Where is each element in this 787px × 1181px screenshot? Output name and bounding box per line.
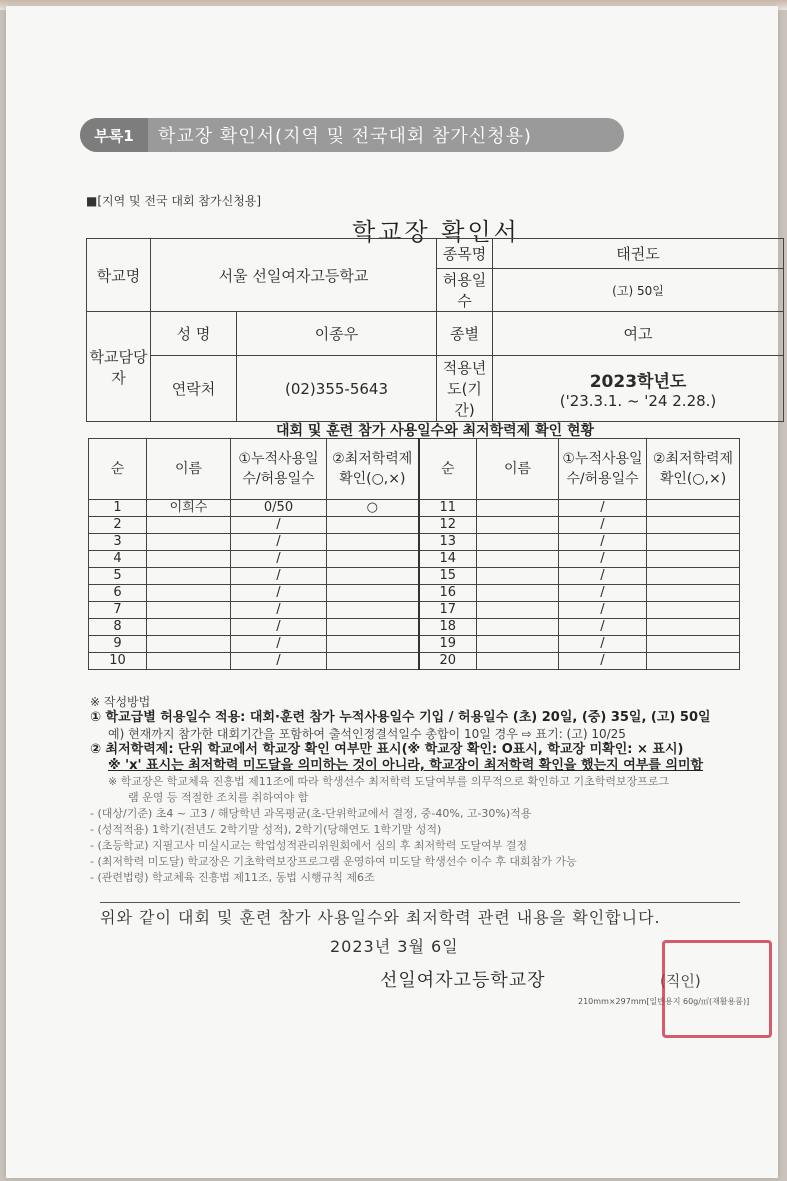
row-no: 2: [89, 517, 147, 534]
row-name: [477, 500, 559, 517]
table-row: [89, 517, 740, 534]
row-no: 4: [89, 551, 147, 568]
header-no: 순: [89, 439, 147, 500]
row-no: 20: [419, 653, 477, 670]
row-check: [327, 568, 419, 585]
table-row: [89, 500, 740, 517]
row-check: [647, 568, 740, 585]
row-check: ○: [327, 500, 419, 517]
row-check: [327, 653, 419, 670]
appendix-tag: 부록1: [80, 118, 148, 152]
row-no: 9: [89, 636, 147, 653]
row-name: [477, 551, 559, 568]
row-no: 1: [89, 500, 147, 517]
row-no: 19: [419, 636, 477, 653]
row-name: [147, 636, 231, 653]
notes-heading: ※ 작성방법: [90, 695, 151, 709]
row-check: [327, 534, 419, 551]
school-name: 서울 선일여자고등학교: [151, 239, 437, 312]
period-label: 적용년도(기간): [437, 356, 493, 422]
note-5: - (대상/기준) 초4 ~ 고3 / 해당학년 과목평균(초-단위학교에서 결정, 중-40%, 고-30%)적용: [90, 807, 532, 820]
row-no: 5: [89, 568, 147, 585]
note-3: ※ 'x' 표시는 최저학력 미도달을 의미하는 것이 아니라, 학교장이 최저학력 확인을 했는지 여부를 의미함: [108, 758, 704, 773]
note-9: - (관련법령) 학교체육 진흥법 제11조, 동법 시행규칙 제6조: [90, 871, 375, 884]
school-info-table: [86, 238, 784, 422]
row-name: [147, 602, 231, 619]
school-label: 학교명: [87, 239, 151, 312]
row-no: 16: [419, 585, 477, 602]
header-check: ②최저학력제확인(○,×): [327, 439, 419, 500]
school-year: 2023학년도: [589, 372, 687, 392]
allowed-days-value: (고) 50일: [493, 269, 784, 312]
contact-value: (02)355-5643: [237, 356, 437, 422]
category-value: 여고: [493, 312, 784, 356]
row-name: [477, 534, 559, 551]
table-row: [89, 636, 740, 653]
header-days: ①누적사용일수/허용일수: [559, 439, 647, 500]
period-cell: [493, 356, 784, 422]
row-name: [477, 568, 559, 585]
row-check: [647, 517, 740, 534]
row-check: [647, 585, 740, 602]
note-2: ② 최저학력제: 단위 학교에서 학교장 확인 여부만 표시(※ 학교장 확인: O표시, 학교장 미확인: × 표시): [90, 742, 684, 757]
row-no: 3: [89, 534, 147, 551]
row-name: [477, 636, 559, 653]
row-days: /: [559, 517, 647, 534]
row-days: /: [231, 534, 327, 551]
note-8: - (최저학력 미도달) 학교장은 기초학력보장프로그램 운영하여 미도달 학생선수 이수 후 대회참가 가능: [90, 855, 577, 868]
note-1: ① 학교급별 허용일수 적용: 대회·훈련 참가 누적사용일수 기입 / 허용일수 (초) 20일, (중) 35일, (고) 50일: [90, 710, 711, 725]
row-no: 10: [89, 653, 147, 670]
row-name: [147, 551, 231, 568]
row-name: [147, 534, 231, 551]
name-label: 성 명: [151, 312, 237, 356]
header-name: 이름: [477, 439, 559, 500]
table-row: [89, 568, 740, 585]
table-row: [89, 602, 740, 619]
contact-label: 연락처: [151, 356, 237, 422]
confirmation-text: 위와 같이 대회 및 훈련 참가 사용일수와 최저학력 관련 내용을 확인합니다.: [100, 902, 740, 928]
period-range: ('23.3.1. ~ '24 2.28.): [559, 392, 717, 410]
section-title: 대회 및 훈련 참가 사용일수와 최저학력제 확인 현황: [275, 423, 595, 439]
seal-placeholder: (직인): [660, 972, 701, 990]
row-check: [327, 517, 419, 534]
row-days: /: [231, 653, 327, 670]
row-no: 8: [89, 619, 147, 636]
row-days: /: [231, 517, 327, 534]
row-days: /: [559, 619, 647, 636]
header-days: ①누적사용일수/허용일수: [231, 439, 327, 500]
row-check: [327, 551, 419, 568]
row-days: /: [231, 585, 327, 602]
header-no: 순: [419, 439, 477, 500]
row-check: [647, 551, 740, 568]
row-no: 6: [89, 585, 147, 602]
row-check: [647, 636, 740, 653]
row-no: 17: [419, 602, 477, 619]
school-seal: [662, 940, 772, 1038]
row-check: [327, 585, 419, 602]
row-check: [647, 653, 740, 670]
note-7: - (초등학교) 지필고사 미실시교는 학업성적관리위원회에서 심의 후 최저학력 도달여부 결정: [90, 839, 528, 852]
row-name: [147, 568, 231, 585]
row-days: /: [559, 585, 647, 602]
row-no: 13: [419, 534, 477, 551]
form-subtitle: ■[지역 및 전국 대회 참가신청용]: [86, 194, 262, 208]
appendix-title: 학교장 확인서(지역 및 전국대회 참가신청용): [158, 126, 532, 147]
principal-name: 선일여자고등학교장: [380, 970, 546, 991]
row-no: 11: [419, 500, 477, 517]
row-name: [147, 517, 231, 534]
note-6: - (성적적용) 1학기(전년도 2학기말 성적), 2학기(당해연도 1학기말 성적): [90, 823, 442, 836]
row-days: /: [559, 500, 647, 517]
row-check: [647, 500, 740, 517]
note-4: ※ 학교장은 학교체육 진흥법 제11조에 따라 학생선수 최저학력 도달여부를 의무적으로 확인하고 기초학력보장프로그: [108, 775, 670, 788]
row-check: [647, 534, 740, 551]
row-check: [327, 619, 419, 636]
header-name: 이름: [147, 439, 231, 500]
row-name: [477, 619, 559, 636]
note-1-example: 예) 현재까지 참가한 대회기간을 포함하여 출석인정결석일수 총합이 10일 경우 ⇨ 표기: (고) 10/25: [108, 727, 626, 741]
table-row: [89, 653, 740, 670]
table-row: [89, 534, 740, 551]
row-no: 15: [419, 568, 477, 585]
row-name: [477, 653, 559, 670]
row-days: /: [559, 568, 647, 585]
row-name: [477, 517, 559, 534]
table-row: [89, 551, 740, 568]
row-no: 12: [419, 517, 477, 534]
row-days: /: [231, 602, 327, 619]
row-days: 0/50: [231, 500, 327, 517]
instructions: [90, 694, 740, 886]
row-days: /: [231, 619, 327, 636]
row-name: [477, 602, 559, 619]
attendance-table: [88, 438, 740, 670]
row-name: [477, 585, 559, 602]
row-days: /: [559, 551, 647, 568]
row-days: /: [231, 636, 327, 653]
row-name: 이희수: [147, 500, 231, 517]
note-4b: 램 운영 등 적절한 조치를 취하여야 함: [128, 791, 309, 804]
paper-size-note: 210mm×297mm[일반용지 60g/㎡(재활용품)]: [578, 997, 750, 1006]
document-title: 학교장 확인서: [352, 218, 520, 246]
table-row: [89, 619, 740, 636]
teacher-label: 학교담당자: [87, 312, 151, 422]
row-days: /: [559, 602, 647, 619]
row-check: [647, 602, 740, 619]
row-no: 14: [419, 551, 477, 568]
appendix-header: [80, 118, 624, 152]
sport-value: 태권도: [493, 239, 784, 269]
sport-label: 종목명: [437, 239, 493, 269]
row-check: [647, 619, 740, 636]
row-days: /: [559, 636, 647, 653]
row-name: [147, 585, 231, 602]
row-no: 7: [89, 602, 147, 619]
row-check: [327, 602, 419, 619]
row-name: [147, 653, 231, 670]
allowed-days-label: 허용일수: [437, 269, 493, 312]
row-name: [147, 619, 231, 636]
row-days: /: [559, 534, 647, 551]
header-check: ②최저학력제확인(○,×): [647, 439, 740, 500]
confirmation-date: 2023년 3월 6일: [330, 937, 459, 956]
row-no: 18: [419, 619, 477, 636]
table-row: [89, 585, 740, 602]
teacher-name: 이종우: [237, 312, 437, 356]
category-label: 종별: [437, 312, 493, 356]
row-days: /: [231, 551, 327, 568]
row-days: /: [231, 568, 327, 585]
row-days: /: [559, 653, 647, 670]
row-check: [327, 636, 419, 653]
